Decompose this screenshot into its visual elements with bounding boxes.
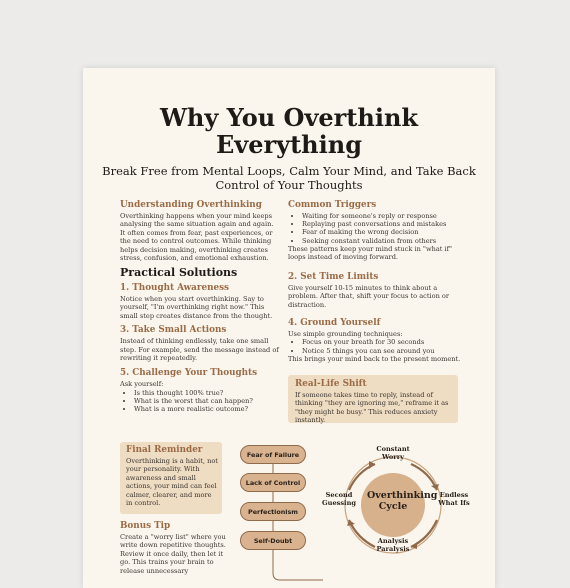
solution2-heading: 2. Set Time Limits: [288, 272, 379, 282]
list-item: • Fear of making the wrong decision: [302, 228, 468, 236]
practical-solutions-heading: Practical Solutions: [120, 266, 238, 279]
cycle-center-label: [367, 490, 438, 512]
page-subtitle: Break Free from Mental Loops, Calm Your Mind, and Take Back Control of Your Thoughts: [102, 164, 476, 192]
triggers-footer: These patterns keep your mind stuck in "what if" loops instead of moving forward.: [288, 244, 453, 262]
understanding-body: Overthinking happens when your mind keeps analysing the same situation again and again. It often comes from fear, past experiences, or the need to control outcomes. While thinking helps decision making, overthinking creates stress, confusion, and emotional exhaustion.: [120, 212, 274, 263]
list-item: • What is a more realistic outcome?: [134, 405, 280, 413]
final-reminder-heading: Final Reminder: [126, 445, 203, 455]
solution4-footer: This brings your mind back to the present moment.: [288, 354, 461, 363]
solution2-body: Give yourself 10-15 minutes to think about a problem. After that, shift your focus to action or distraction.: [288, 284, 450, 309]
solution4-heading: 4. Ground Yourself: [288, 318, 381, 328]
solution5-heading: 5. Challenge Your Thoughts: [120, 368, 258, 379]
solution4-intro: Use simple grounding techniques:: [288, 330, 403, 338]
flow-box-self-doubt: Self-Doubt: [240, 531, 306, 550]
page-title-line2: Everything: [216, 130, 362, 159]
understanding-heading: Understanding Overthinking: [120, 200, 262, 210]
solution3-body: Instead of thinking endlessly, take one small step. For example, send the message instead of rewriting it repeatedly.: [120, 337, 279, 363]
solution1-body: Notice when you start overthinking. Say to yourself, "I'm overthinking right now." This small step creates distance from the thought.: [120, 295, 273, 320]
cycle-label-top: Constant Worry: [376, 445, 410, 461]
list-item: • Waiting for someone's reply or response: [302, 212, 468, 220]
cycle-label-left: Second Guessing: [322, 491, 356, 507]
final-reminder-body: Overthinking is a habit, not your personality. With awareness and small actions, your mind can feel calmer, clearer, and more in control.: [126, 457, 218, 508]
list-item: • What is the worst that can happen?: [134, 397, 280, 405]
solution3-heading: 3. Take Small Actions: [120, 325, 227, 336]
flow-box-perfectionism: Perfectionism: [240, 502, 306, 521]
bonus-tip-body: Create a "worry list" where you write down repetitive thoughts. Review it once daily, then let it go. This trains your brain to release unnecessary: [120, 533, 226, 575]
list-item: • Focus on your breath for 30 seconds: [302, 338, 463, 346]
real-life-body: If someone takes time to reply, instead of thinking "they are ignoring me," reframe it as "they might be busy." This reduces anxiety instantly.: [295, 391, 449, 425]
real-life-heading: Real-Life Shift: [295, 379, 367, 389]
solution5-intro: Ask yourself:: [120, 380, 164, 389]
triggers-heading: Common Triggers: [288, 200, 377, 210]
solution1-heading: 1. Thought Awareness: [120, 283, 229, 293]
flow-box-lack-of-control: Lack of Control: [240, 473, 306, 492]
worksheet-page: [83, 68, 495, 588]
list-item: • Replaying past conversations and mistakes: [302, 220, 468, 228]
list-item: • Notice 5 things you can see around you: [302, 347, 463, 355]
list-item: • Seeking constant validation from others: [302, 237, 468, 245]
list-item: • Is this thought 100% true?: [134, 389, 280, 397]
cycle-label-bottom: Analysis Paralysis: [376, 537, 410, 553]
cycle-center-line2: Cycle: [378, 501, 408, 512]
flow-box-fear-of-failure: Fear of Failure: [240, 445, 306, 464]
cycle-center-line1: Overthinking: [367, 490, 438, 501]
page-title-line1: Why You Overthink: [159, 103, 419, 132]
cycle-label-right: Endless What Ifs: [438, 491, 470, 507]
bonus-tip-heading: Bonus Tip: [120, 521, 171, 531]
